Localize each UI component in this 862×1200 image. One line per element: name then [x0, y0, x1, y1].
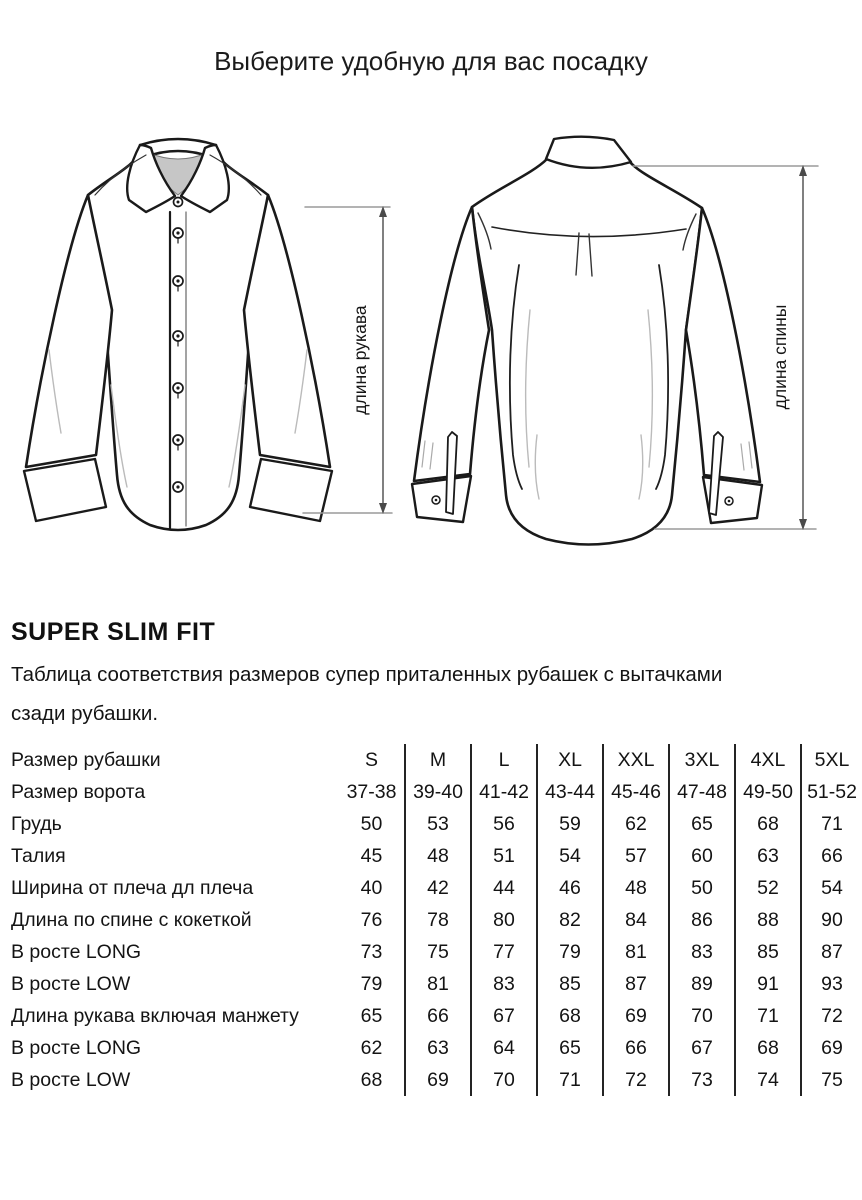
- size-cell: XXL: [603, 744, 669, 776]
- row-label: В росте LOW: [11, 972, 131, 995]
- table-row: [0, 872, 862, 904]
- size-cell: 48: [405, 840, 471, 872]
- size-cell: 85: [735, 936, 801, 968]
- size-cell: 5XL: [801, 744, 862, 776]
- shirt-diagram: [0, 115, 862, 585]
- size-cell: 73: [360, 940, 383, 963]
- description-line-1: Таблица соответствия размеров супер приталенных рубашек с вытачками: [11, 663, 723, 686]
- size-cell: 83: [669, 936, 735, 968]
- row-label: В росте LOW: [11, 1068, 131, 1091]
- size-cell: 85: [537, 968, 603, 1000]
- size-cell: 89: [669, 968, 735, 1000]
- size-cell: 59: [537, 808, 603, 840]
- section-description: [11, 655, 831, 733]
- table-row: [0, 904, 862, 936]
- size-cell: 41-42: [471, 776, 537, 808]
- size-cell: 70: [471, 1064, 537, 1096]
- table-row: [0, 1032, 862, 1064]
- size-cell: 69: [801, 1032, 862, 1064]
- back-length-label: длина спины: [770, 304, 790, 410]
- size-cell: 63: [735, 840, 801, 872]
- size-cell: 73: [669, 1064, 735, 1096]
- table-row: [0, 1064, 862, 1096]
- table-row: [0, 968, 862, 1000]
- row-label: Ширина от плеча дл плеча: [11, 876, 254, 899]
- row-label: В росте LONG: [11, 1036, 142, 1059]
- size-cell: 71: [735, 1000, 801, 1032]
- size-cell: 66: [603, 1032, 669, 1064]
- row-label: Длина рукава включая манжету: [11, 1004, 299, 1027]
- size-cell: 50: [669, 872, 735, 904]
- size-cell: 72: [801, 1000, 862, 1032]
- size-cell: 77: [471, 936, 537, 968]
- size-cell: 79: [360, 972, 383, 995]
- size-cell: 66: [801, 840, 862, 872]
- size-cell: 40: [360, 876, 383, 899]
- page-title: Выберите удобную для вас посадку: [214, 46, 648, 76]
- size-cell: 53: [405, 808, 471, 840]
- size-cell: 80: [471, 904, 537, 936]
- size-cell: 71: [537, 1064, 603, 1096]
- size-cell: 70: [669, 1000, 735, 1032]
- size-cell: 57: [603, 840, 669, 872]
- size-cell: 78: [405, 904, 471, 936]
- row-label: Талия: [11, 844, 66, 867]
- size-cell: 54: [537, 840, 603, 872]
- size-cell: M: [405, 744, 471, 776]
- size-cell: 76: [360, 908, 383, 931]
- size-cell: 67: [471, 1000, 537, 1032]
- row-label: В росте LONG: [11, 940, 142, 963]
- size-cell: 52: [735, 872, 801, 904]
- size-table: [0, 744, 862, 1096]
- size-cell: 47-48: [669, 776, 735, 808]
- size-cell: 64: [471, 1032, 537, 1064]
- size-cell: 86: [669, 904, 735, 936]
- size-cell: 83: [471, 968, 537, 1000]
- size-cell: L: [471, 744, 537, 776]
- size-cell: 51-52: [801, 776, 862, 808]
- size-cell: S: [364, 748, 378, 771]
- size-cell: 45: [360, 844, 383, 867]
- size-cell: 65: [537, 1032, 603, 1064]
- size-cell: 84: [603, 904, 669, 936]
- size-cell: 68: [735, 1032, 801, 1064]
- size-cell: 72: [603, 1064, 669, 1096]
- size-cell: 46: [537, 872, 603, 904]
- table-row: [0, 744, 862, 776]
- table-row: [0, 1000, 862, 1032]
- size-cell: 49-50: [735, 776, 801, 808]
- size-cell: 42: [405, 872, 471, 904]
- table-row: [0, 840, 862, 872]
- row-label: Размер рубашки: [11, 748, 161, 771]
- size-cell: 37-38: [346, 780, 397, 803]
- size-cell: 39-40: [405, 776, 471, 808]
- size-cell: 87: [801, 936, 862, 968]
- section-heading: SUPER SLIM FIT: [11, 618, 216, 646]
- size-cell: 68: [360, 1068, 383, 1091]
- size-cell: 3XL: [669, 744, 735, 776]
- size-cell: 75: [405, 936, 471, 968]
- size-cell: 54: [801, 872, 862, 904]
- size-cell: 69: [603, 1000, 669, 1032]
- size-cell: 79: [537, 936, 603, 968]
- size-table-body: [0, 744, 862, 1096]
- size-cell: 44: [471, 872, 537, 904]
- size-cell: 50: [360, 812, 383, 835]
- size-cell: 45-46: [603, 776, 669, 808]
- size-cell: 91: [735, 968, 801, 1000]
- size-cell: 65: [669, 808, 735, 840]
- size-cell: 65: [360, 1004, 383, 1027]
- size-cell: 4XL: [735, 744, 801, 776]
- size-cell: 82: [537, 904, 603, 936]
- size-cell: 87: [603, 968, 669, 1000]
- size-cell: 93: [801, 968, 862, 1000]
- table-row: [0, 808, 862, 840]
- size-cell: 68: [537, 1000, 603, 1032]
- size-cell: 66: [405, 1000, 471, 1032]
- size-cell: 88: [735, 904, 801, 936]
- front-shirt-drawing: [24, 139, 332, 530]
- table-row: [0, 776, 862, 808]
- table-row: [0, 936, 862, 968]
- row-label: Размер ворота: [11, 780, 146, 803]
- size-cell: 69: [405, 1064, 471, 1096]
- size-cell: 60: [669, 840, 735, 872]
- size-cell: 63: [405, 1032, 471, 1064]
- size-cell: 62: [360, 1036, 383, 1059]
- sleeve-length-label: длина рукава: [350, 305, 370, 415]
- size-cell: 81: [405, 968, 471, 1000]
- row-label: Длина по спине с кокеткой: [11, 908, 252, 931]
- size-cell: 71: [801, 808, 862, 840]
- size-cell: 51: [471, 840, 537, 872]
- description-line-2: сзади рубашки.: [11, 702, 159, 725]
- size-cell: 48: [603, 872, 669, 904]
- row-label: Грудь: [11, 812, 62, 835]
- size-cell: 67: [669, 1032, 735, 1064]
- size-cell: 81: [603, 936, 669, 968]
- size-cell: XL: [537, 744, 603, 776]
- size-cell: 56: [471, 808, 537, 840]
- size-cell: 62: [603, 808, 669, 840]
- back-shirt-drawing: [412, 137, 762, 545]
- size-cell: 43-44: [537, 776, 603, 808]
- size-cell: 90: [801, 904, 862, 936]
- size-cell: 74: [735, 1064, 801, 1096]
- size-cell: 68: [735, 808, 801, 840]
- size-cell: 75: [801, 1064, 862, 1096]
